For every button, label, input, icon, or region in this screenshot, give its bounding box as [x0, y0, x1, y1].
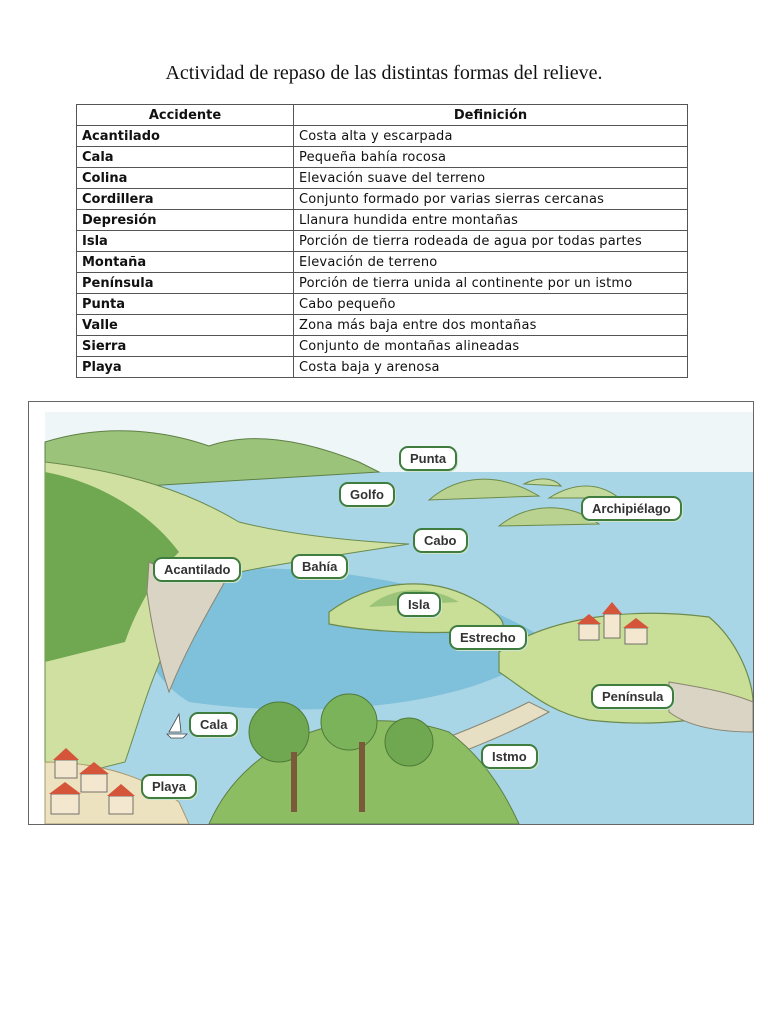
table-row	[77, 210, 688, 231]
landscape-drawing	[29, 402, 753, 824]
table-row	[77, 252, 688, 273]
table-row	[77, 147, 688, 168]
term-cell: Valle	[77, 315, 294, 336]
header-definicion: Definición	[294, 105, 688, 126]
house	[109, 796, 133, 814]
label-punta: Punta	[399, 446, 457, 471]
house	[579, 624, 599, 640]
house	[51, 794, 79, 814]
table-row	[77, 189, 688, 210]
label-archipielago: Archipiélago	[581, 496, 682, 521]
term-cell: Depresión	[77, 210, 294, 231]
table-row	[77, 273, 688, 294]
landscape-illustration	[28, 401, 754, 825]
table-row	[77, 315, 688, 336]
label-peninsula: Península	[591, 684, 674, 709]
definition-cell: Elevación suave del terreno	[294, 168, 688, 189]
definition-cell: Elevación de terreno	[294, 252, 688, 273]
tree-trunk	[359, 742, 365, 812]
table-row	[77, 336, 688, 357]
term-cell: Colina	[77, 168, 294, 189]
label-golfo: Golfo	[339, 482, 395, 507]
label-playa: Playa	[141, 774, 197, 799]
definition-cell: Cabo pequeño	[294, 294, 688, 315]
tree	[321, 694, 377, 750]
term-cell: Punta	[77, 294, 294, 315]
label-cala: Cala	[189, 712, 238, 737]
tree	[385, 718, 433, 766]
label-istmo: Istmo	[481, 744, 538, 769]
house	[81, 774, 107, 792]
term-cell: Cala	[77, 147, 294, 168]
definition-cell: Costa baja y arenosa	[294, 357, 688, 378]
definition-cell: Llanura hundida entre montañas	[294, 210, 688, 231]
table-row	[77, 168, 688, 189]
house	[604, 614, 620, 638]
term-cell: Sierra	[77, 336, 294, 357]
table-row	[77, 231, 688, 252]
definition-cell: Pequeña bahía rocosa	[294, 147, 688, 168]
definition-cell: Conjunto formado por varias sierras cercanas	[294, 189, 688, 210]
term-cell: Cordillera	[77, 189, 294, 210]
label-acantilado: Acantilado	[153, 557, 241, 582]
definition-cell: Porción de tierra unida al continente por un istmo	[294, 273, 688, 294]
definition-cell: Zona más baja entre dos montañas	[294, 315, 688, 336]
house	[55, 760, 77, 778]
page-title: Actividad de repaso de las distintas formas del relieve.	[165, 62, 603, 84]
term-cell: Península	[77, 273, 294, 294]
label-isla: Isla	[397, 592, 441, 617]
term-cell: Playa	[77, 357, 294, 378]
term-cell: Acantilado	[77, 126, 294, 147]
table-row	[77, 126, 688, 147]
term-cell: Montaña	[77, 252, 294, 273]
definition-cell: Conjunto de montañas alineadas	[294, 336, 688, 357]
definition-cell: Costa alta y escarpada	[294, 126, 688, 147]
label-bahia: Bahía	[291, 554, 348, 579]
header-accidente: Accidente	[77, 105, 294, 126]
term-cell: Isla	[77, 231, 294, 252]
tree	[249, 702, 309, 762]
label-estrecho: Estrecho	[449, 625, 527, 650]
definition-cell: Porción de tierra rodeada de agua por todas partes	[294, 231, 688, 252]
house	[625, 628, 647, 644]
table-row	[77, 357, 688, 378]
tree-trunk	[291, 752, 297, 812]
table-header-row	[77, 105, 688, 126]
table-row	[77, 294, 688, 315]
label-cabo: Cabo	[413, 528, 468, 553]
relief-table	[76, 104, 688, 378]
